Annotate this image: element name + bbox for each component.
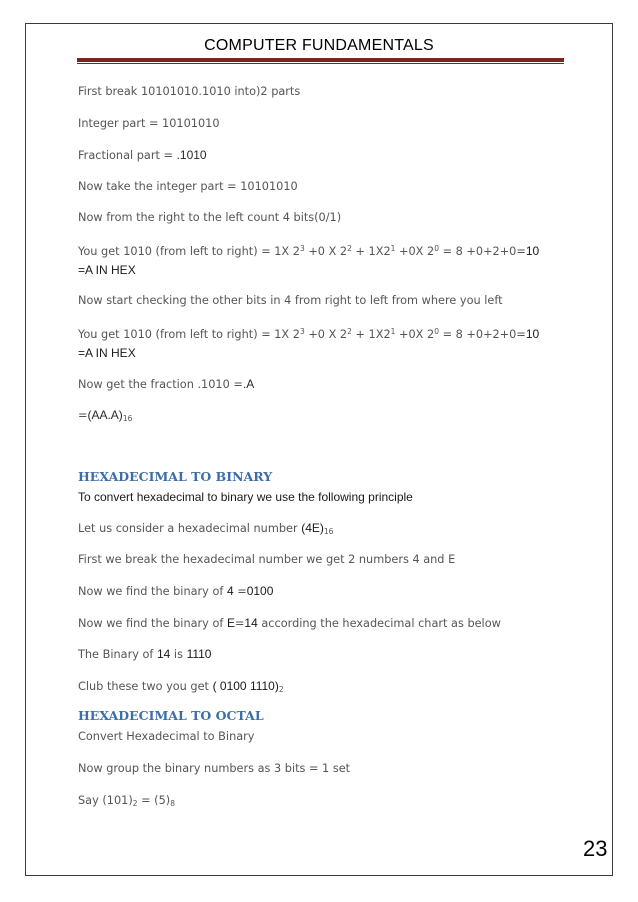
text-line	[78, 794, 175, 811]
text-line: Now take the integer part = 10101010	[78, 180, 298, 193]
text-span: (AA.A)	[87, 408, 123, 422]
text-span: 4	[226, 584, 234, 598]
subscript: 2	[278, 685, 284, 694]
text-line	[78, 647, 211, 662]
text-span: 14	[156, 647, 171, 661]
text-line: First break 10101010.1010 into)2 parts	[78, 85, 301, 98]
text-span: +0 X 2	[304, 328, 348, 341]
exponent: 0	[434, 244, 439, 253]
text-line	[78, 408, 132, 426]
exponent: 3	[299, 244, 305, 253]
text-span: Now we find the binary of	[78, 585, 227, 598]
text-span: = 8 +0+2+0=	[438, 328, 526, 341]
text-span: 1110	[186, 647, 212, 661]
text-span: Say (101)	[78, 794, 133, 807]
text-line	[78, 148, 207, 163]
text-line: Now from the right to the left count 4 bits(0/1)	[78, 211, 342, 224]
text-span: according the hexadecimal chart as below	[257, 617, 501, 630]
text-span: Club these two you get	[78, 680, 213, 693]
subscript: 2	[132, 799, 138, 808]
text-line	[78, 616, 501, 631]
text-span: + 1X2	[351, 245, 391, 258]
header-rule-thin	[77, 63, 564, 64]
exponent: 1	[390, 327, 396, 336]
subscript: 16	[323, 527, 334, 536]
text-span: =	[234, 617, 245, 630]
text-line: Now group the binary numbers as 3 bits = 1 set	[78, 762, 351, 775]
exponent: 0	[434, 327, 439, 336]
text-span: Now get the fraction .1010 =	[78, 378, 243, 391]
text-span: You get 1010 (from left to right) = 1X 2	[78, 245, 300, 258]
text-line: =A IN HEX	[78, 346, 136, 360]
text-line: Now start checking the other bits in 4 from right to left from where you left	[78, 294, 503, 307]
text-span: 10	[525, 244, 540, 258]
text-span: + 1X2	[351, 328, 391, 341]
text-span: = 8 +0+2+0=	[438, 245, 526, 258]
text-span: .1010	[176, 148, 207, 162]
text-span: =	[78, 409, 88, 422]
text-span: +0X 2	[395, 328, 435, 341]
text-span: ( 0100 1110)	[212, 679, 279, 693]
text-line	[78, 679, 284, 697]
text-span: (4E)	[301, 521, 324, 535]
text-span: +0X 2	[395, 245, 435, 258]
page-number: 23	[583, 836, 608, 861]
header-rule	[77, 58, 564, 62]
text-span: Now we find the binary of	[78, 617, 227, 630]
exponent: 3	[299, 327, 305, 336]
exponent: 2	[347, 244, 352, 253]
subscript: 16	[122, 414, 133, 423]
text-line: To convert hexadecimal to binary we use the following principle	[78, 490, 413, 504]
text-span: .A	[242, 377, 255, 391]
text-span: The Binary of	[78, 648, 157, 661]
text-span: is	[170, 648, 187, 661]
text-line	[78, 521, 333, 539]
section-heading: HEXADECIMAL TO OCTAL	[78, 708, 264, 723]
exponent: 1	[390, 244, 396, 253]
text-span: 0100	[246, 584, 274, 598]
text-span: You get 1010 (from left to right) = 1X 2	[78, 328, 300, 341]
text-line	[78, 325, 539, 342]
text-line	[78, 584, 273, 599]
text-span: 10	[525, 327, 540, 341]
text-line: Integer part = 10101010	[78, 117, 220, 130]
text-line: First we break the hexadecimal number we get 2 numbers 4 and E	[78, 553, 456, 566]
text-span: = (5)	[137, 794, 171, 807]
text-line	[78, 377, 254, 392]
text-span: Fractional part =	[78, 149, 177, 162]
text-span: 14	[244, 616, 258, 630]
text-span: =	[233, 585, 247, 598]
text-line: Convert Hexadecimal to Binary	[78, 730, 255, 743]
section-heading: HEXADECIMAL TO BINARY	[78, 469, 273, 484]
text-span: +0 X 2	[304, 245, 348, 258]
text-span: E	[226, 616, 235, 630]
page-header-title: COMPUTER FUNDAMENTALS	[204, 37, 434, 54]
text-span: Let us consider a hexadecimal number	[78, 522, 302, 535]
text-line: =A IN HEX	[78, 263, 136, 277]
subscript: 8	[170, 799, 175, 808]
exponent: 2	[347, 327, 352, 336]
text-line	[78, 242, 539, 259]
